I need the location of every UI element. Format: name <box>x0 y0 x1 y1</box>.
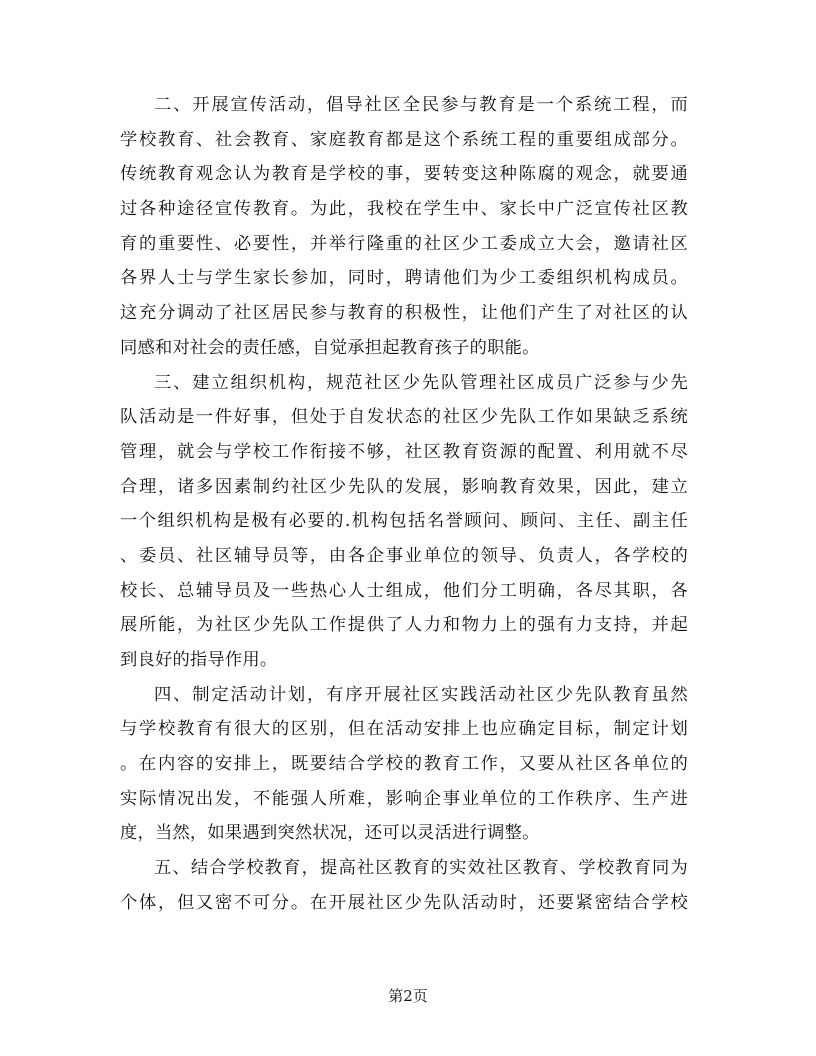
text-line: 校长、总辅导员及一些热心人士组成，他们分工明确，各尽其职，各 <box>120 580 688 601</box>
paragraph-first-line: 五、结合学校教育，提高社区教育的实效社区教育、学校教育同为 <box>154 858 688 879</box>
text-line: 到良好的指导作用。 <box>120 650 278 670</box>
body-text <box>120 88 688 921</box>
text-line: 过各种途径宣传教育。为此，我校在学生中、家长中广泛宣传社区教 <box>120 199 688 220</box>
text-line: 展所能，为社区少先队工作提供了人力和物力上的强有力支持，并起 <box>120 615 688 636</box>
page-number: 第2页 <box>388 987 428 1005</box>
text-line: 这充分调动了社区居民参与教育的积极性，让他们产生了对社区的认 <box>120 303 688 324</box>
text-line: 、委员、社区辅导员等，由各企事业单位的领导、负责人，各学校的 <box>120 545 688 566</box>
text-line: 管理，就会与学校工作衔接不够，社区教育资源的配置、利用就不尽 <box>120 441 688 462</box>
text-line: 各界人士与学生家长参加，同时，聘请他们为少工委组织机构成员。 <box>120 268 688 289</box>
text-line: 传统教育观念认为教育是学校的事，要转变这种陈腐的观念，就要通 <box>120 164 688 185</box>
text-line: 学校教育、社会教育、家庭教育都是这个系统工程的重要组成部分。 <box>120 129 688 150</box>
paragraph-first-line: 三、建立组织机构，规范社区少先队管理社区成员广泛参与少先 <box>154 372 688 393</box>
text-line: 同感和对社会的责任感，自觉承担起教育孩子的职能。 <box>120 337 540 358</box>
text-line: 育的重要性、必要性，并举行隆重的社区少工委成立大会，邀请社区 <box>120 233 688 254</box>
paragraph-first-line: 四、制定活动计划，有序开展社区实践活动社区少先队教育虽然 <box>154 684 688 705</box>
text-line: 度，当然，如果遇到突然状况，还可以灵活进行调整。 <box>120 823 540 844</box>
paragraph-first-line: 二、开展宣传活动，倡导社区全民参与教育是一个系统工程，而 <box>154 95 688 115</box>
text-line: 。在内容的安排上，既要结合学校的教育工作，又要从社区各单位的 <box>120 754 688 775</box>
text-line: 一个组织机构是极有必要的.机构包括名誉顾问、顾问、主任、副主任 <box>120 511 688 532</box>
text-line: 与学校教育有很大的区别，但在活动安排上也应确定目标，制定计划 <box>120 719 688 740</box>
text-line: 实际情况出发，不能强人所难，影响企事业单位的工作秩序、生产进 <box>120 788 688 809</box>
text-line: 个体，但又密不可分。在开展社区少先队活动时，还要紧密结合学校 <box>120 892 688 913</box>
text-line: 队活动是一件好事，但处于自发状态的社区少先队工作如果缺乏系统 <box>120 407 688 428</box>
text-line: 合理，诸多因素制约社区少先队的发展，影响教育效果，因此，建立 <box>120 476 688 497</box>
